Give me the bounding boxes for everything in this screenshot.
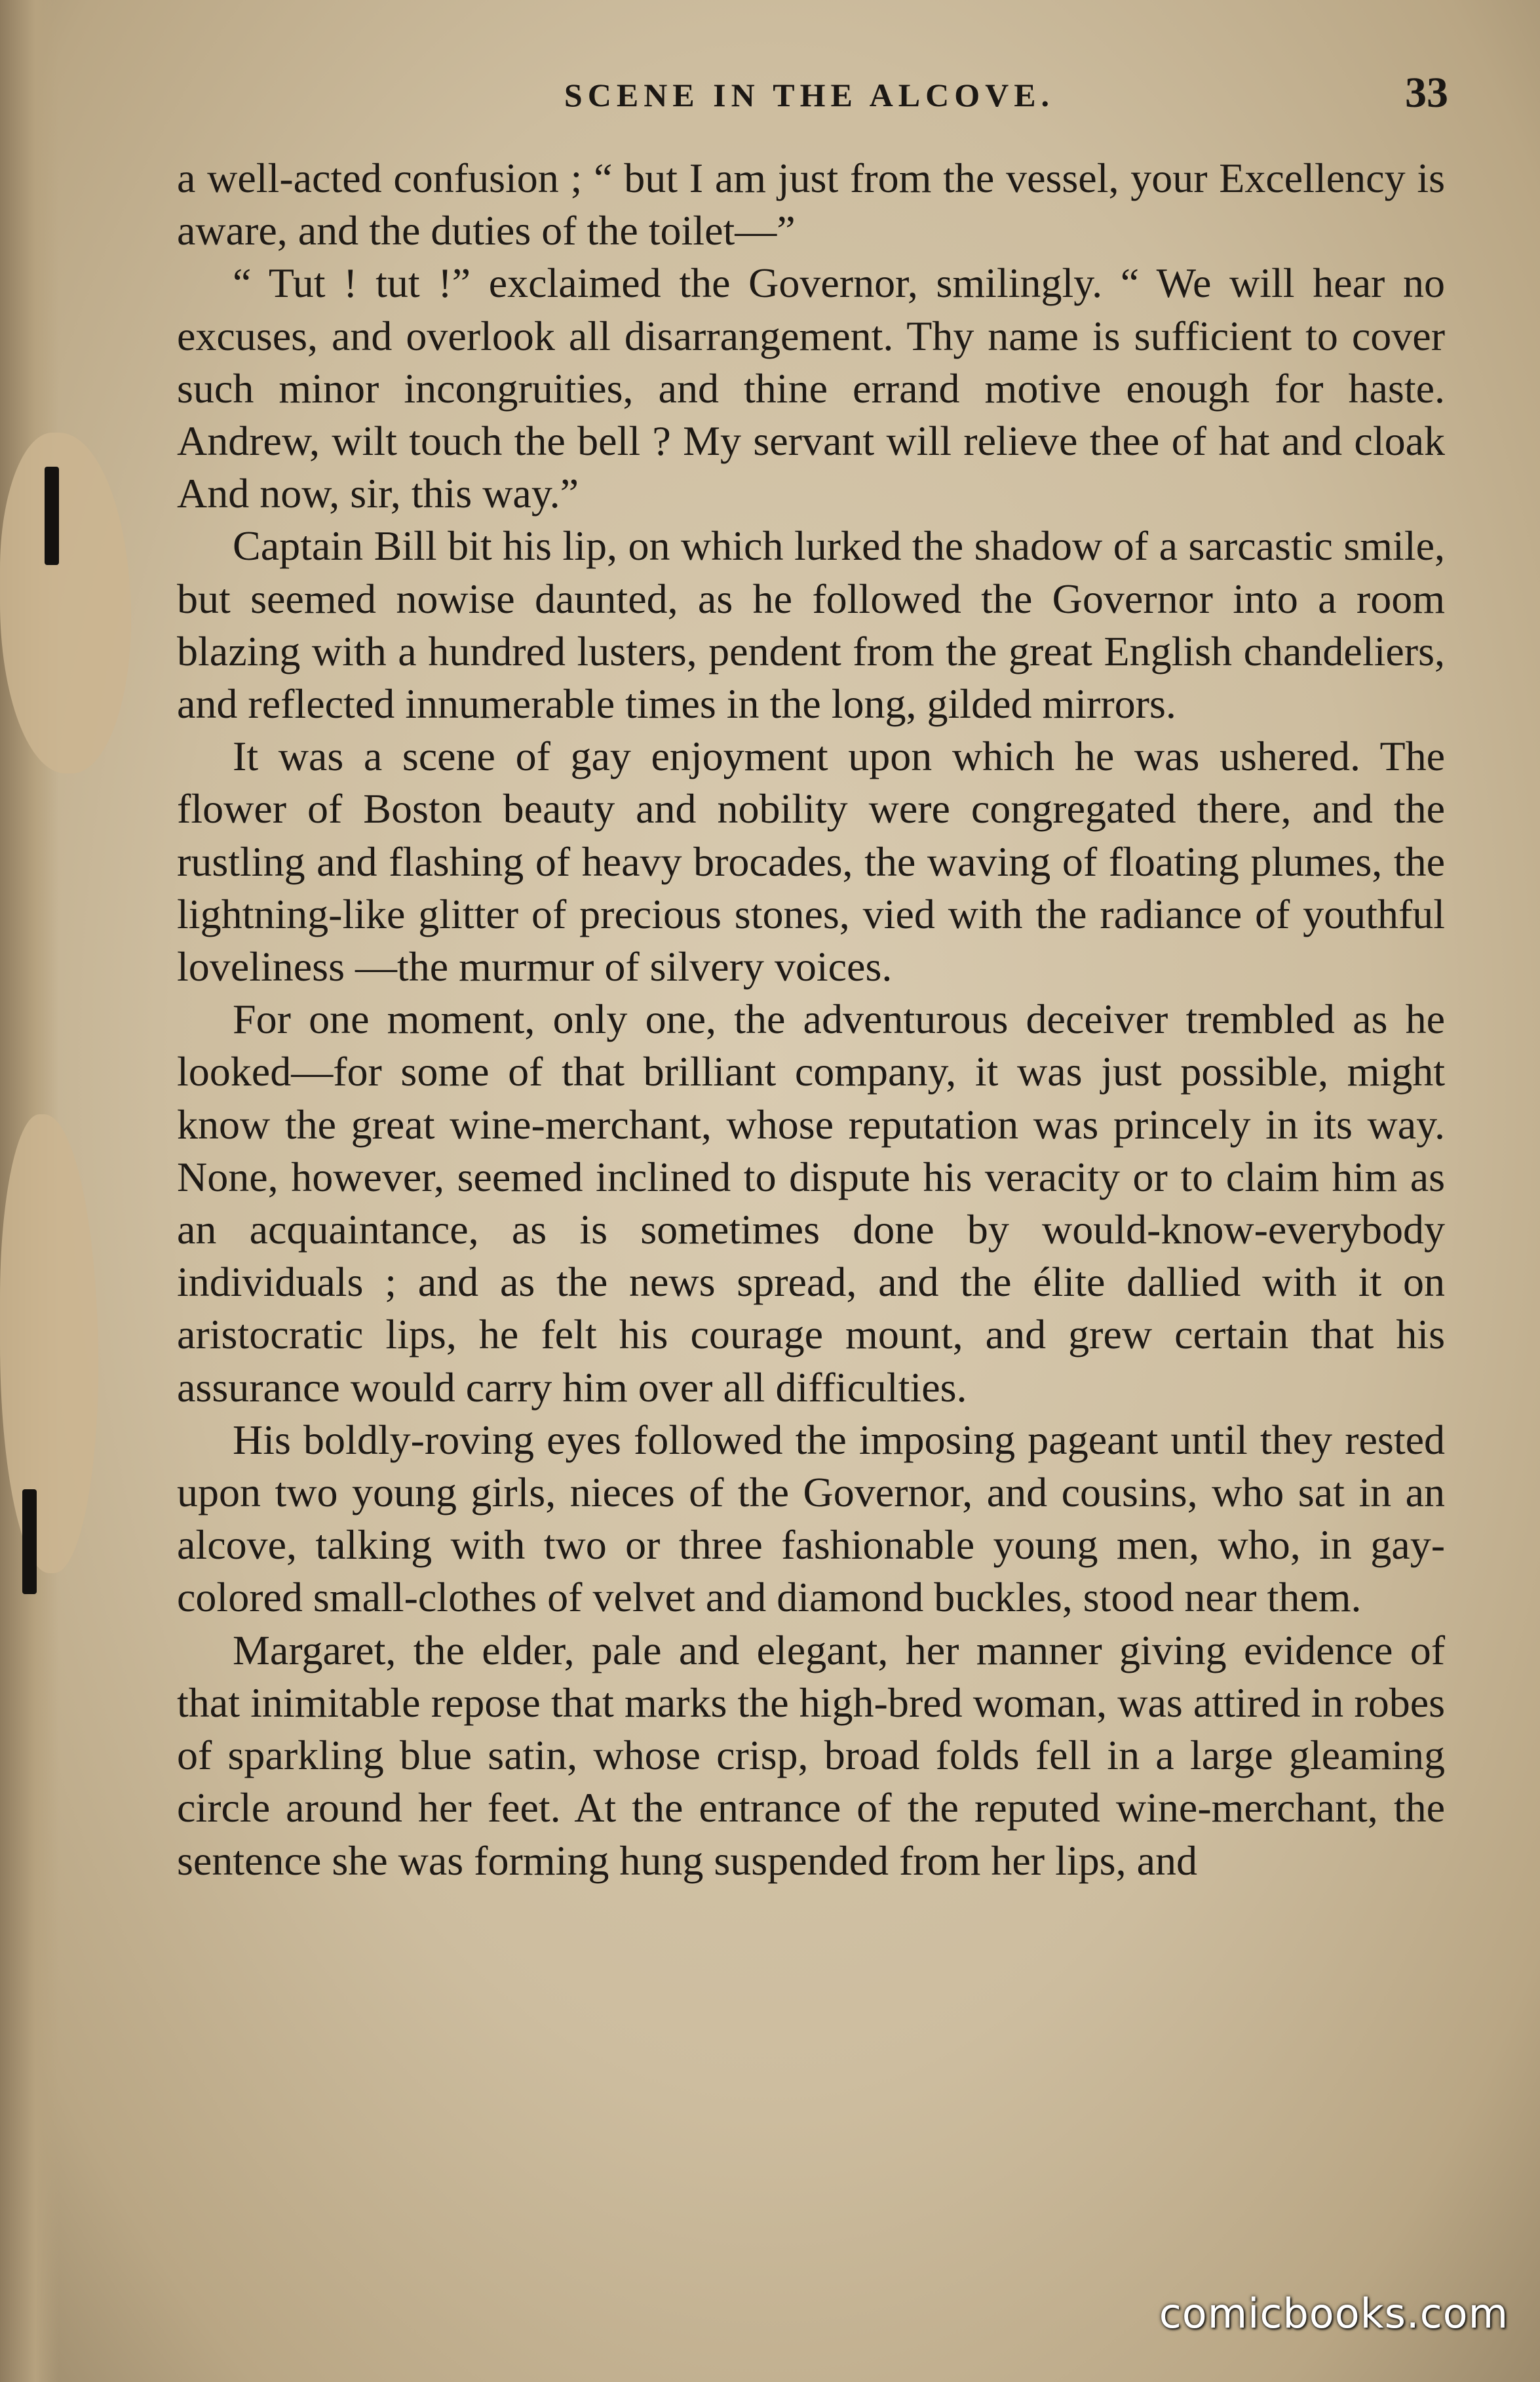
binding-stitch-lower xyxy=(22,1489,37,1594)
page-header xyxy=(170,63,1448,122)
paragraph-1: a well-acted confusion ; “ but I am just from the vessel, your Excellency is aware, and the duties of the toilet—” xyxy=(177,155,1445,254)
paragraph-7: Margaret, the elder, pale and elegant, her manner giving evidence of that inimitable repose that marks the high-bred woman, was attired in robes of sparkling blue satin, whose crisp, broad folds fell in a large gleaming circle around her feet. At the entrance of the reputed wine-merchant, the sentence she was forming hung suspended from her lips, and xyxy=(177,1626,1445,1884)
paragraph-6: His boldly-roving eyes followed the imposing pageant until they rested upon two young girls, nieces of the Governor, and cousins, who sat in an alcove, talking with two or three fashionable young men, who, in gay-colored small-clothes of velvet and diamond buckles, stood near them. xyxy=(177,1416,1445,1621)
watermark: comicbooks.com xyxy=(1159,2290,1509,2337)
binding-stitch-upper xyxy=(45,467,59,565)
torn-paper-patch-lower xyxy=(0,1114,98,1573)
torn-paper-patch-upper xyxy=(0,433,131,773)
paragraph-4: It was a scene of gay enjoyment upon which he was ushered. The flower of Boston beauty and nobility were congregated there, and the rustling and flashing of heavy brocades, the waving of floating plumes, the lightning-like glitter of precious stones, vied with the radiance of youthful loveliness —the murmur of silvery voices. xyxy=(177,733,1445,990)
page-number: 33 xyxy=(1405,69,1448,117)
paragraph-5: For one moment, only one, the adventurous deceiver trembled as he looked—for some of that brilliant company, it was just possible, might know the great wine-merchant, whose reputation was princely in its way. None, however, seemed inclined to dispute his veracity or to claim him as an acquaintance, as is sometimes done by would-know-everybody individuals ; and as the news spread, and the élite dallied with it on aristocratic lips, he felt his courage mount, and grew certain that his assurance would carry him over all difficulties. xyxy=(177,996,1445,1411)
paragraph-3: Captain Bill bit his lip, on which lurked the shadow of a sarcastic smile, but seemed nowise daunted, as he followed the Governor into a room blazing with a hundred lusters, pendent from the great English chandeliers, and reflected innumerable times in the long, gilded mirrors. xyxy=(177,522,1445,728)
paragraph-2: “ Tut ! tut !” exclaimed the Governor, smilingly. “ We will hear no excuses, and overlook all disarrangement. Thy name is sufficient to cover such minor incongruities, and thine errand motive enough for haste. Andrew, wilt touch the bell ? My servant will relieve thee of hat and cloak And now, sir, this way.” xyxy=(177,260,1445,517)
body-text xyxy=(177,152,1445,1887)
running-head: SCENE IN THE ALCOVE. xyxy=(564,77,1055,113)
